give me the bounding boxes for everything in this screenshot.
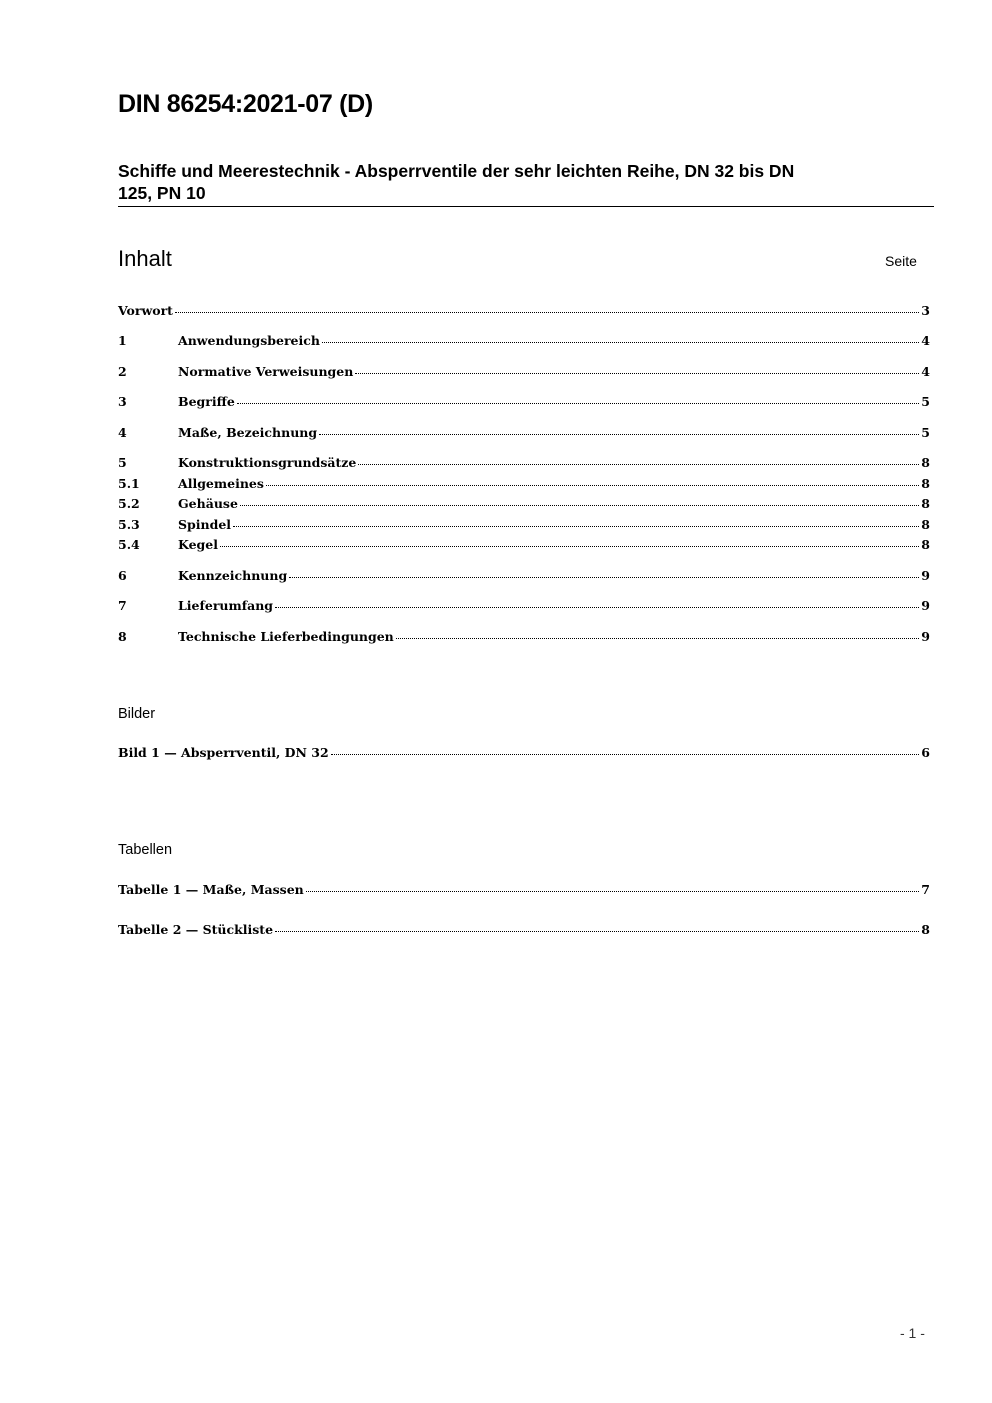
toc-entry-label: Konstruktionsgrundsätze [178,455,357,470]
toc-entry-3[interactable] [118,394,930,414]
footer-page-number: - 1 - [900,1325,925,1341]
toc-leader-dots [237,403,919,404]
toc-entry-number: 5.3 [118,517,140,532]
table-entry-1[interactable] [118,882,930,902]
toc-leader-dots [266,485,919,486]
toc-leader-dots [289,577,919,578]
toc-entry-label: Allgemeines [178,476,264,491]
toc-leader-dots [306,891,920,892]
toc-entry-page: 8 [921,455,930,470]
toc-entry-number: 7 [118,598,127,613]
table-entry-label: Tabelle 1 — Maße, Massen [118,882,304,897]
toc-entry-5-3[interactable] [118,517,930,537]
toc-entry-page: 8 [921,517,930,532]
toc-entry-label: Begriffe [178,394,235,409]
toc-entry-vorwort[interactable] [118,303,930,323]
toc-entry-label: Lieferumfang [178,598,274,613]
toc-entry-7[interactable] [118,598,930,618]
toc-entry-page: 4 [921,333,930,348]
toc-entry-number: 2 [118,364,127,379]
figures-heading: Bilder [118,706,156,722]
toc-entry-6[interactable] [118,568,930,588]
toc-entry-label: Kennzeichnung [178,568,288,583]
toc-leader-dots [355,373,919,374]
toc-entry-4[interactable] [118,425,930,445]
toc-entry-5[interactable] [118,455,930,475]
toc-entry-page: 9 [921,598,930,613]
toc-leader-dots [275,607,919,608]
table-entry-page: 7 [921,882,930,897]
toc-entry-page: 4 [921,364,930,379]
toc-entry-label: Anwendungsbereich [178,333,320,348]
toc-entry-label: Normative Verweisungen [178,364,354,379]
subtitle-line-1: Schiffe und Meerestechnik - Absperrventile der sehr leichten Reihe, DN 32 bis DN [118,161,795,181]
toc-entry-page: 9 [921,568,930,583]
toc-entry-label: Vorwort [118,303,173,318]
toc-entry-2[interactable] [118,364,930,384]
toc-entry-label: Maße, Bezeichnung [178,425,318,440]
figure-entry-1[interactable] [118,745,930,765]
toc-entry-number: 4 [118,425,127,440]
toc-leader-dots [220,546,919,547]
document-subtitle [118,160,918,204]
toc-entry-page: 5 [921,394,930,409]
toc-entry-5-4[interactable] [118,537,930,557]
toc-entry-page: 9 [921,629,930,644]
toc-entry-label: Spindel [178,517,232,532]
toc-leader-dots [175,312,919,313]
toc-entry-label: Kegel [178,537,218,552]
toc-entry-page: 3 [921,303,930,318]
toc-entry-label: Technische Lieferbedingungen [178,629,394,644]
toc-entry-number: 8 [118,629,127,644]
toc-entry-page: 8 [921,496,930,511]
toc-entry-page: 8 [921,476,930,491]
toc-entry-number: 5 [118,455,127,470]
subtitle-line-2: 125, PN 10 [118,183,206,203]
toc-leader-dots [275,931,919,932]
toc-entry-8[interactable] [118,629,930,649]
toc-entry-number: 6 [118,568,127,583]
toc-entry-number: 5.2 [118,496,140,511]
toc-leader-dots [322,342,919,343]
figure-entry-label: Bild 1 — Absperrventil, DN 32 [118,745,329,760]
toc-leader-dots [233,526,919,527]
toc-entry-page: 5 [921,425,930,440]
toc-entry-number: 5.1 [118,476,140,491]
toc-heading: Inhalt [118,246,172,271]
toc-leader-dots [358,464,919,465]
header-divider [118,206,934,207]
toc-leader-dots [319,434,919,435]
toc-leader-dots [396,638,920,639]
page-column-label: Seite [885,253,917,269]
table-entry-label: Tabelle 2 — Stückliste [118,922,274,937]
document-title: DIN 86254:2021-07 (D) [118,90,373,118]
toc-entry-5-2[interactable] [118,496,930,516]
toc-entry-1[interactable] [118,333,930,353]
toc-entry-number: 3 [118,394,127,409]
toc-entry-page: 8 [921,537,930,552]
toc-entry-number: 1 [118,333,127,348]
toc-entry-number: 5.4 [118,537,140,552]
table-entry-2[interactable] [118,922,930,942]
toc-leader-dots [331,754,920,755]
figure-entry-page: 6 [921,745,930,760]
toc-entry-5-1[interactable] [118,476,930,496]
toc-leader-dots [240,505,919,506]
toc-entry-label: Gehäuse [178,496,238,511]
table-entry-page: 8 [921,922,930,937]
tables-heading: Tabellen [118,842,173,858]
